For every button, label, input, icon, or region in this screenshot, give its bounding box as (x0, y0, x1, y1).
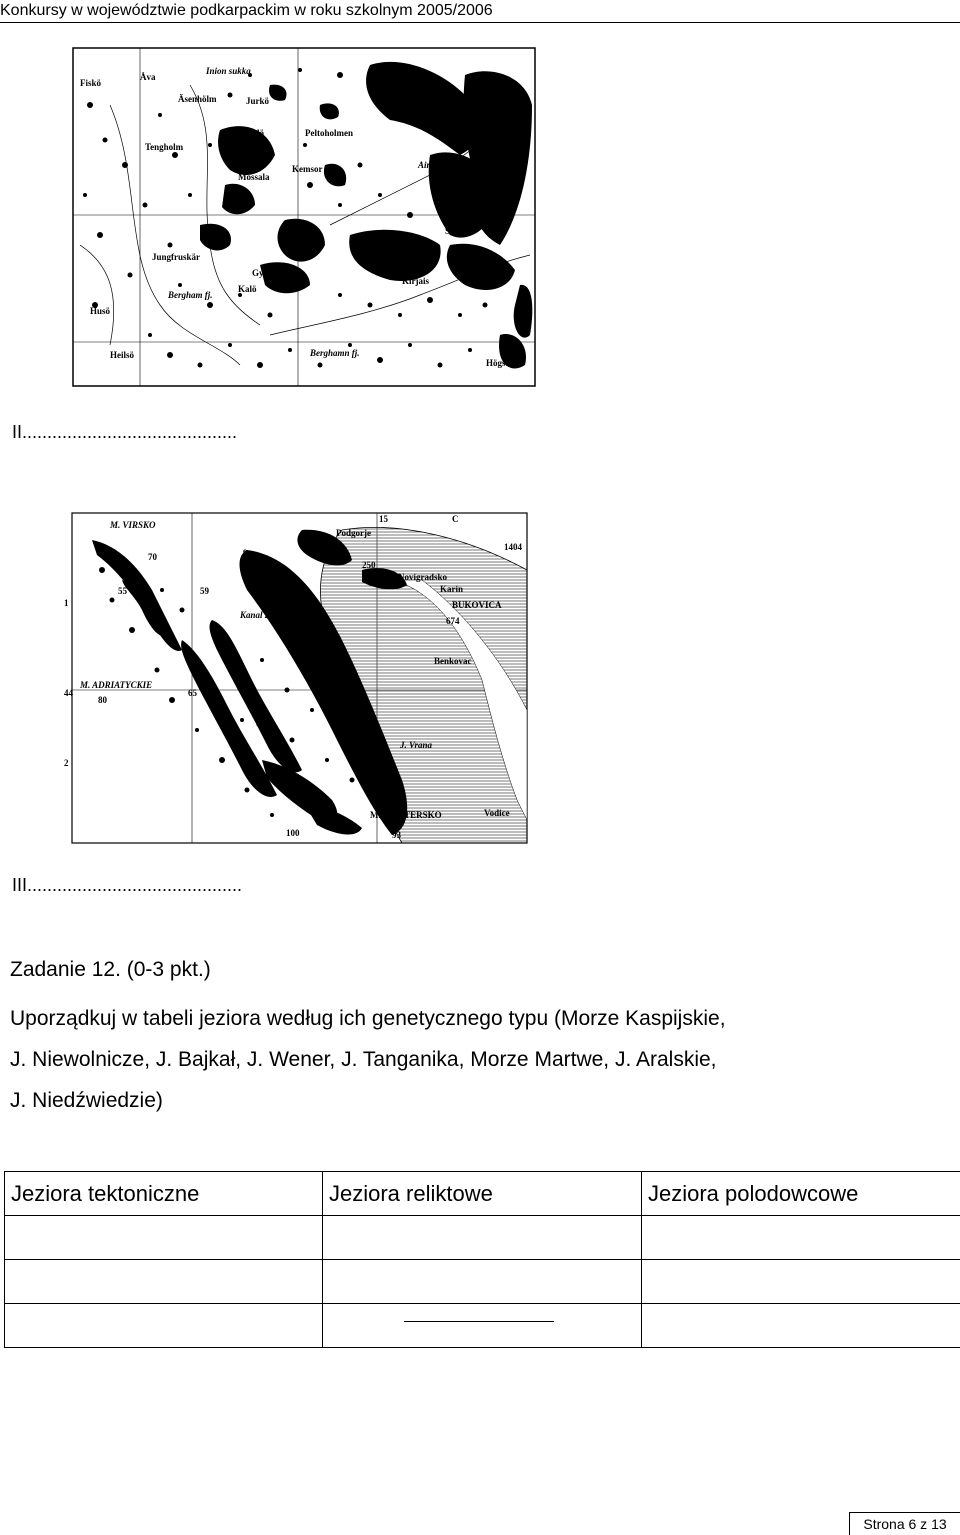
map2-label: BUKOVICA (452, 600, 502, 610)
task-title: Zadanie 12. (0-3 pkt.) (10, 958, 211, 982)
map1-label: Åva (140, 72, 156, 82)
section-ii-label: II........................................... (12, 422, 237, 443)
map1-label: Kirjais (402, 276, 429, 286)
map1-label: Husö (90, 306, 110, 316)
page-number: Strona 6 z 13 (849, 1512, 960, 1535)
map1-label: Högsar (486, 358, 514, 368)
answer-cell[interactable] (5, 1260, 323, 1304)
table-header-row (5, 1172, 960, 1216)
map2-number: 80 (98, 695, 107, 705)
map2-label: Kanal Zadarski (240, 610, 298, 620)
map2-number: 44 (64, 688, 73, 698)
map2-number: 100 (286, 828, 300, 838)
task-line: Uporządkuj w tabeli jeziora według ich genetycznego typu (Morze Kaspijskie, (10, 998, 945, 1039)
map1-label: Fiskö (80, 78, 101, 88)
map2-number: 70 (148, 552, 157, 562)
map2-number: 59 (200, 586, 209, 596)
map1-label: Berghamn fj. (310, 348, 360, 358)
page-header: Konkursy w województwie podkarpackim w roku szkolnym 2005/2006 (0, 2, 493, 20)
map2-label: Karin (440, 584, 463, 594)
header-rule (0, 22, 960, 23)
map2-label: Sali (256, 718, 271, 728)
header-glacial: Jeziora polodowcowe (642, 1172, 960, 1216)
answer-cell[interactable] (5, 1216, 323, 1260)
table-row (5, 1304, 960, 1348)
header-tectonic: Jeziora tektoniczne (5, 1172, 323, 1216)
map2-number: 250 (362, 560, 376, 570)
answer-cell[interactable] (323, 1304, 642, 1348)
map1-label: Airisto (418, 160, 443, 170)
answer-cell[interactable] (5, 1304, 323, 1348)
map2-number: 15 (379, 514, 388, 524)
map2-number: 2 (64, 758, 69, 768)
map1-label: Kelstlö (237, 128, 264, 138)
answer-cell[interactable] (642, 1260, 960, 1304)
table-row (5, 1260, 960, 1304)
map2-label: Benkovac (434, 656, 472, 666)
map1-label: Tengholm (145, 142, 183, 152)
map1-label: Jurkö (246, 96, 269, 106)
map1-label: Peltoholmen (305, 128, 353, 138)
map1-label: Mossala (238, 172, 270, 182)
map2-label: J. Vrana (400, 740, 432, 750)
map2-label: M. VIRSKO (110, 520, 156, 530)
map2-number: 674 (446, 616, 460, 626)
section-iii-label: III........................................... (12, 875, 242, 896)
map2-number: C (452, 514, 459, 524)
map2-number: 1 (64, 598, 69, 608)
blank-answer-line (404, 1321, 554, 1322)
answer-cell[interactable] (642, 1216, 960, 1260)
map2-label: Podgorje (336, 528, 371, 538)
map1-label: Kalö (238, 284, 257, 294)
map1-label: Heilsö (110, 350, 134, 360)
map1-label: Jungfruskär (152, 252, 200, 262)
header-relict: Jeziora reliktowe (323, 1172, 642, 1216)
map2-number: 93 (392, 830, 401, 840)
map2-label: M. ADRIATYCKIE (80, 680, 152, 690)
map1-label: Sandö (445, 226, 469, 236)
map-skerries (70, 45, 540, 390)
map1-label: Kemsor (292, 164, 323, 174)
task-line: J. Niewolnicze, J. Bajkał, J. Wener, J. Tanganika, Morze Martwe, J. Aralskie, (10, 1039, 945, 1080)
map2-number: 9 (243, 548, 248, 558)
map2-label: Novigradsko (398, 572, 447, 582)
answer-cell[interactable] (323, 1216, 642, 1260)
map1-label: Gyllö (252, 268, 273, 278)
map1-label: Äsenhölm (178, 94, 217, 104)
map1-label: Hirve (432, 108, 454, 118)
map1-label: Atö (488, 226, 502, 236)
map2-number: 1404 (504, 542, 522, 552)
map2-number: 55 (118, 586, 127, 596)
answer-cell[interactable] (642, 1304, 960, 1348)
task-instructions (10, 998, 945, 1121)
map1-label: Bergham fj. (168, 290, 213, 300)
task-line: J. Niedźwiedzie) (10, 1080, 945, 1121)
answer-cell[interactable] (323, 1260, 642, 1304)
map2-label: M. MURTERSKO (370, 810, 442, 820)
map2-label: Vodice (484, 808, 510, 818)
table-row (5, 1216, 960, 1260)
map2-number: 50 (382, 786, 391, 796)
map2-number: 65 (188, 688, 197, 698)
map1-label: Inion sukka (206, 66, 251, 76)
